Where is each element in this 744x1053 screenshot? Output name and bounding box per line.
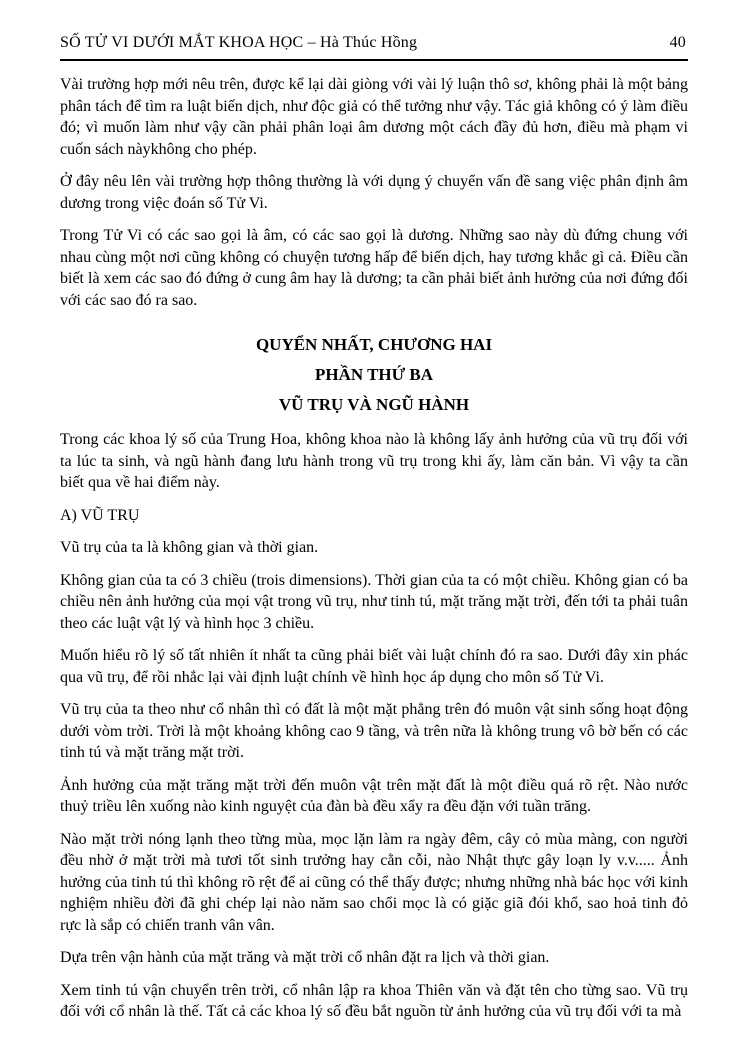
subsection-label: A) VŨ TRỤ bbox=[60, 506, 140, 524]
paragraph: Vũ trụ của ta là không gian và thời gian. bbox=[60, 539, 319, 556]
paragraph: Xem tinh tú vận chuyển trên trời, cổ nhân lập ra khoa Thiên văn và đặt tên cho từng sao. Vũ trụ đối với cổ nhân là thế. Tất cả các khoa lý số đều bắt nguồn từ ảnh hưởng của vũ trụ đối với ta mà bbox=[60, 981, 688, 1020]
document-body bbox=[60, 74, 688, 1023]
paragraph: Trong các khoa lý số của Trung Hoa, không khoa nào là không lấy ảnh hưởng của vũ trụ đối với ta lúc ta sinh, và ngũ hành đang lưu hành trong vũ trụ trong khi ấy, làm căn bản. Vì vậy ta cần biết qua về hai điểm này. bbox=[60, 431, 688, 491]
paragraph: Ở đây nêu lên vài trường hợp thông thường là với dụng ý chuyển vấn đề sang việc phân định âm dương trong việc đoán số Tử Vi. bbox=[60, 173, 688, 212]
paragraph: Muốn hiểu rõ lý số tất nhiên ít nhất ta cũng phải biết vài luật chính đó ra sao. Dưới đây xin phác qua vũ trụ, để rồi nhắc lại vài định luật chính về hình học áp dụng cho môn số Tử Vi. bbox=[60, 647, 688, 686]
paragraph: Dựa trên vận hành của mặt trăng và mặt trời cổ nhân đặt ra lịch và thời gian. bbox=[60, 949, 550, 966]
chapter-heading: QUYỂN NHẤT, CHƯƠNG HAI bbox=[255, 335, 493, 354]
page-number: 40 bbox=[669, 34, 686, 51]
section-title-heading: VŨ TRỤ VÀ NGŨ HÀNH bbox=[278, 395, 470, 414]
paragraph: Vũ trụ của ta theo như cổ nhân thì có đất là một mặt phẳng trên đó muôn vật sinh sống hoạt động dưới vòm trời. Trời là một khoảng không cao 9 tầng, và trên nữa là không trung vô bờ bến có các tinh tú và mặt trăng mặt trời. bbox=[60, 701, 688, 761]
running-header bbox=[60, 34, 688, 52]
chapter-heading-block bbox=[60, 335, 688, 414]
book-title: SỐ TỬ VI DƯỚI MẮT KHOA HỌC – Hà Thúc Hồng bbox=[60, 34, 418, 51]
paragraph: Nào mặt trời nóng lạnh theo từng mùa, mọc lặn làm ra ngày đêm, cây cỏ mùa màng, con người đều nhờ ở mặt trời mà tươi tốt sinh trưởng hay cằn cỗi, nào Nhật thực gây loạn ly v.v..... Ảnh hưởng của tinh tú thì không rõ rệt để ai cũng có thể thấy được; nhưng những nhà bác học với kinh nghiệm nhiều đời đã ghi chép lại nào năm sao chổi mọc là có giặc giã đói khổ, sao hoả tinh đỏ rực là sắp có chiến tranh vân vân. bbox=[60, 830, 688, 934]
paragraph: Trong Tử Vi có các sao gọi là âm, có các sao gọi là dương. Những sao này dù đứng chung với nhau cùng một nơi cũng không có chuyện tương hấp để biến dịch, hay tương khắc gì cả. Điều cần biết là xem các sao đó đứng ở cung âm hay là dương; ta cần phải biết ảnh hưởng của nơi đứng đối với các sao đó ra sao. bbox=[60, 227, 688, 309]
header-divider bbox=[60, 59, 688, 61]
paragraph: Không gian của ta có 3 chiều (trois dimensions). Thời gian của ta có một chiều. Không gian có ba chiều nên ảnh hưởng của mọi vật trong vũ trụ, như tinh tú, mặt trăng mặt trời, đến tới ta phải tuân theo các luật vật lý và hình học 3 chiều. bbox=[60, 571, 688, 632]
paragraph: Vài trường hợp mới nêu trên, được kể lại dài giòng với vài lý luận thô sơ, không phải là một bảng phân tách để tìm ra luật biến dịch, như độc giả có thể tưởng như vậy. Tác giả không có ý làm điều đó; vì muốn làm như vậy cần phải phân loại âm dương một cách đầy đủ hơn, điều mà phạm vi cuốn sách nàykhông cho phép. bbox=[60, 76, 688, 158]
paragraph: Ảnh hưởng của mặt trăng mặt trời đến muôn vật trên mặt đất là một điều quá rõ rệt. Nào nước thuỷ triều lên xuống nào kinh nguyệt của đàn bà đều xẩy ra đều đặn với tuần trăng. bbox=[60, 776, 688, 815]
part-heading: PHẦN THỨ BA bbox=[314, 365, 434, 384]
